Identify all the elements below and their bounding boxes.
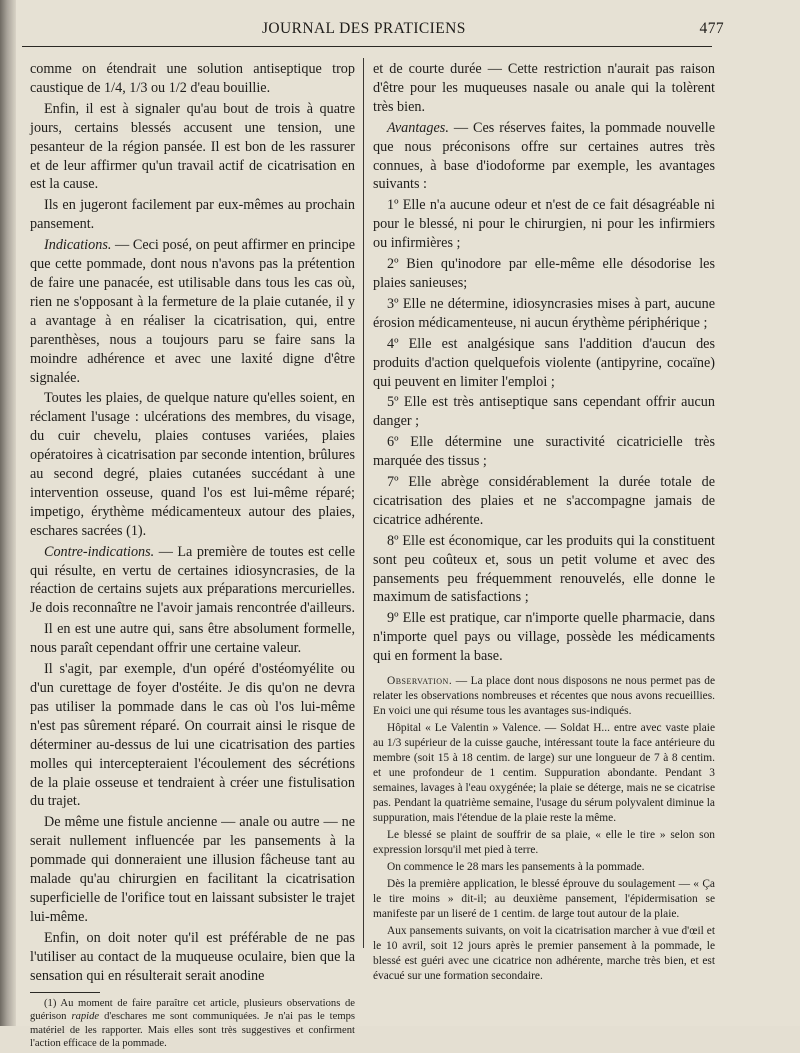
paragraph: comme on étendrait une solution antiseptique trop caustique de 1/4, 1/3 ou 1/2 d'eau bouillie. (30, 61, 355, 96)
observation-intro: Observation. — La place dont nous disposons ne nous permet pas de relater les observations nombreuses et récentes que nous avons recueillies. En voici une qui résume tous les avantages sus-indiqués. (373, 675, 715, 718)
list-item: 9º Elle est pratique, car n'importe quelle pharmacie, dans n'importe quel pays ou village, possède les médicaments qui en forment la base. (373, 610, 715, 665)
paragraph: Toutes les plaies, de quelque nature qu'elles soient, en réclament l'usage : ulcérations des membres, du visage, du cuir chevelu, plaies contuses variées, plaies opératoires à cicatrisation par seconde intention, brûlures au second degré, plaies cutanées succédant à une intervention osseuse, quand l'os est lui-même réparé; impetigo, érythème médicamenteux autour des plaies, eschares sacrées (1). (30, 390, 355, 539)
paragraph: Il s'agit, par exemple, d'un opéré d'ostéomyélite ou d'un curettage de foyer d'ostéite. Je dis qu'on ne devra pas utiliser la pommade dans le cas où l'os lui-même n'est pas sûrement réparé. On courrait ainsi le risque de déterminer au-dessus de lui une cicatrisation des parties molles qui intercepteraient l'écoulement des sécrétions de la plaie osseuse et tendraient à créer une fistulisation du trajet. (30, 661, 355, 810)
section-label: Observation. (387, 675, 453, 688)
list-item: 3º Elle ne détermine, idiosyncrasies mises à part, aucune érosion médicamenteuse, ni aucun érythème périphérique ; (373, 295, 715, 331)
list-item: 5º Elle est très antiseptique sans cependant offrir aucun danger ; (373, 394, 715, 430)
list-item: 2º Bien qu'inodore par elle-même elle désodorise les plaies sanieuses; (373, 256, 715, 291)
left-column (30, 60, 355, 1053)
paragraph: Il en est une autre qui, sans être absolument formelle, nous paraît cependant offrir une certaine valeur. (30, 621, 355, 657)
paragraph: et de courte durée — Cette restriction n'aurait pas raison d'être pour les muqueuses nasale ou anale qui la tolèrent très bien. (373, 61, 715, 115)
paragraph: Ils en jugeront facilement par eux-mêmes au prochain pansement. (30, 197, 355, 233)
section-label: Contre-indications. (44, 543, 155, 560)
paragraph: Enfin, il est à signaler qu'au bout de trois à quatre jours, certains blessés accusent une tension, une pesanteur de la région pansée. Il est bon de les rassurer et de leur affirmer qu'un travail actif de cicatrisation en est la cause. (30, 100, 355, 193)
running-header (262, 20, 724, 42)
list-item: 7º Elle abrège considérablement la durée totale de cicatrisation des plaies et ne s'accompagne jamais de cicatrice adhérente. (373, 474, 715, 528)
header-rule (22, 46, 712, 47)
section-label: Indications. (44, 237, 112, 254)
observation-paragraph: Le blessé se plaint de souffrir de sa plaie, « elle le tire » selon son expression lorsqu'il met pied à terre. (373, 829, 715, 857)
observation-paragraph: On commence le 28 mars les pansements à la pommade. (387, 861, 645, 874)
paragraph: Enfin, on doit noter qu'il est préférable de ne pas l'utiliser au contact de la muqueuse oculaire, bien que la sensation qui en résulterait serait anodine (30, 929, 355, 984)
paragraph-indications: Indications. — Ceci posé, on peut affirmer en principe que cette pommade, dont nous n'avons pas la prétention de faire une panacée, est utilisable dans tous les cas où, rien ne s'opposant à la fermeture de la plaie cutanée, il y a avantage à en réaliser la cicatrisation, qui, entre parenthèses, nous a toujours paru se faire sans la moindre adhérence et avec une laxité digne d'être signalée. (30, 237, 355, 386)
binding-shadow (0, 0, 16, 1026)
column-divider (363, 58, 364, 948)
list-item: 8º Elle est économique, car les produits qui la constituent sont peu coûteux et, sous un petit volume et avec des pansements peu fréquemment renouvelés, elle donne le maximum de satisfactions ; (373, 532, 715, 606)
observation-block (373, 674, 715, 984)
paragraph-avantages: Avantages. — Ces réserves faites, la pommade nouvelle que nous préconisons offre sur certaines autres très connues, à base d'iodoforme par exemple, les avantages suivants : (373, 119, 715, 193)
observation-paragraph: Aux pansements suivants, on voit la cicatrisation marcher à vue d'œil et le 10 avril, soit 12 jours après le premier pansement à la pommade, le blessé est guéri avec une cicatrice non adhérente, marche très bien, et est évacué sur une formation secondaire. (373, 925, 715, 983)
section-label: Avantages. (387, 119, 449, 136)
paragraph-contre-indications: Contre-indications. — La première de toutes est celle qui résulte, en vertu de certaines idiosyncrasies, de la réaction de certains sujets aux préparations mercurielles. Je dois reconnaître ne l'avoir jamais rencontrée d'ailleurs. (30, 543, 355, 617)
journal-title: JOURNAL DES PRATICIENS (262, 20, 466, 37)
list-item: 1º Elle n'a aucune odeur et n'est de ce fait désagréable ni pour le blessé, ni pour le chirurgien, ni pour les infirmiers ou infirmières ; (373, 197, 715, 252)
observation-paragraph: Dès la première application, le blessé éprouve du soulagement — « Ça le tire moins » dit-il; au deuxième pansement, l'épidermisation se manifeste par un liseré de 1 centim. de large tout autour de la plaie. (373, 878, 715, 921)
paragraph: De même une fistule ancienne — anale ou autre — ne serait nullement influencée par les pansements à la pommade qui donneraient une illusion fâcheuse tant au malade qu'au chirurgien en facilitant la cicatrisation superficielle de l'orifice tout en laissant subsister le trajet lui-même. (30, 814, 355, 925)
footnote-rule (30, 992, 100, 993)
list-item: 6º Elle détermine une suractivité cicatricielle très marquée des tissus ; (373, 434, 715, 470)
list-item: 4º Elle est analgésique sans l'addition d'aucun des produits d'action quelquefois violente (antipyrine, cocaïne) qui peuvent en limiter l'emploi ; (373, 335, 715, 390)
footnote: (1) Au moment de faire paraître cet article, plusieurs observations de guérison rapide d'eschares me sont communiquées. Je n'ai pas le temps matériel de les rapporter. Mais elles sont très suggestives et confirment l'action efficace de la pommade. (30, 997, 355, 1050)
observation-paragraph: Hôpital « Le Valentin » Valence. — Soldat H... entre avec vaste plaie au 1/3 supérieur de la cuisse gauche, intéressant toute la face antérieure du membre (soit 15 à 18 centim. de large) sur une longueur de 7 à 8 centim. et une profondeur de 1 centim. Suppuration abondante. Pendant 3 semaines, lavages à l'eau oxygénée; la plaie se déterge, mais ne se cicatrise pas. Pendant la quatrième semaine, l'usage du sérum polyvalent diminue la suppuration, mais l'étendue de la plaie reste la même. (373, 722, 715, 825)
page-number: 477 (699, 20, 724, 37)
right-column (373, 60, 715, 986)
